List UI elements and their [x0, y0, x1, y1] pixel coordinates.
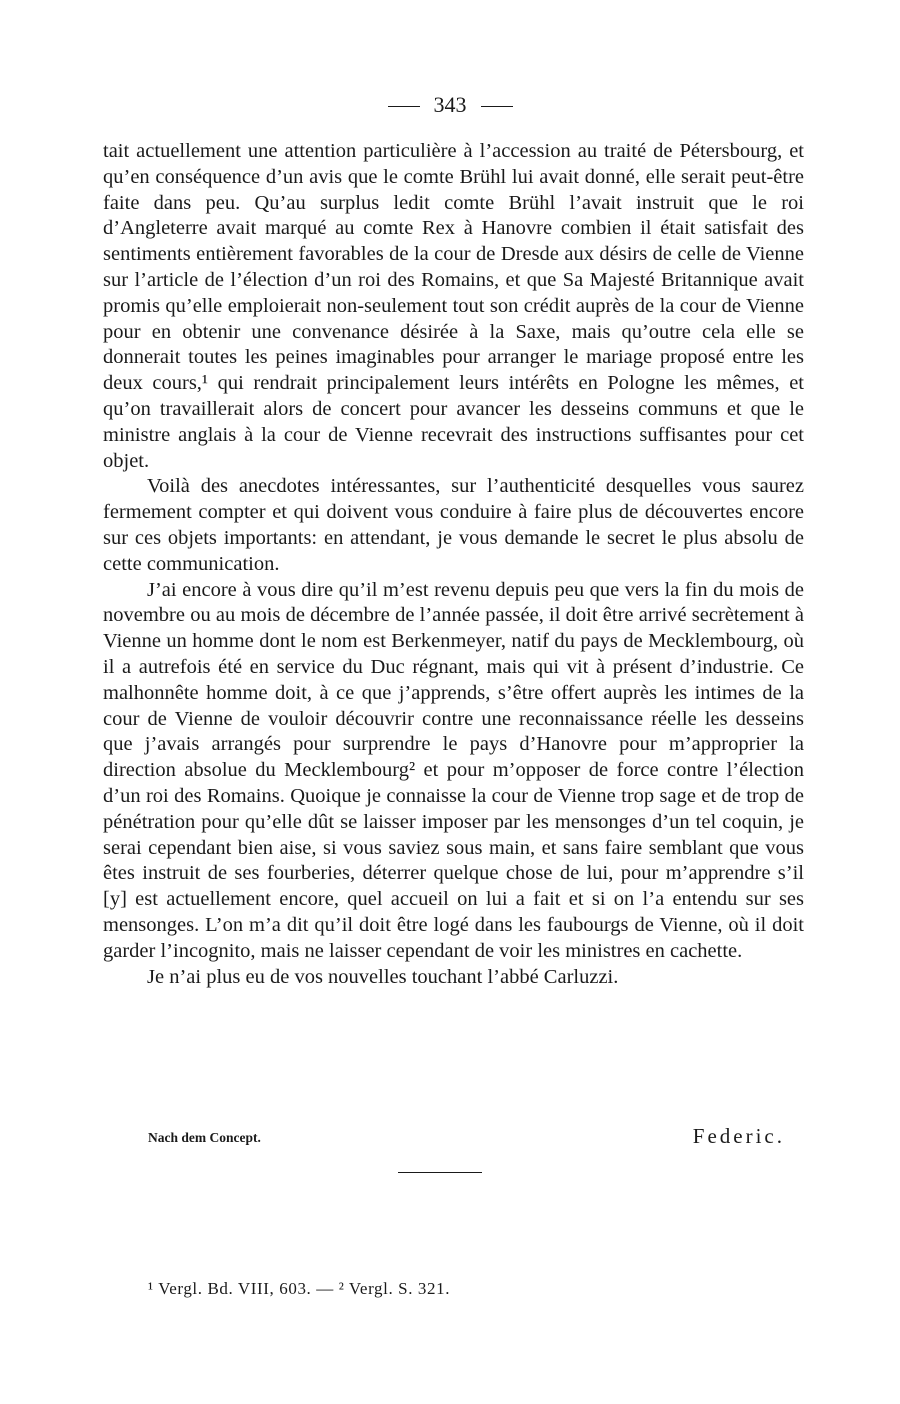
page-header	[0, 92, 900, 118]
paragraph-berkenmeyer: J’ai encore à vous dire qu’il m’est revenu depuis peu que vers la fin du mois de novembre ou au mois de décembre de l’année passée, il doit être arrivé secrètement à Vienne un homme dont le nom est Berkenmeyer, natif du pays de Mecklembourg, où il a autrefois été en service du Duc régnant, mais qui vit à présent d’industrie. Ce malhonnête homme doit, à ce que j’apprends, s’être offert auprès les intimes de la cour de Vienne de vouloir découvrir contre une reconnaissance réelle les desseins que j’avais arrangés pour surprendre le pays d’Hanovre pour m’approprier la direction absolue du Mecklembourg² et pour m’opposer de force contre l’élection d’un roi des Romains. Quoique je connaisse la cour de Vienne trop sage et de trop de pénétration pour qu’elle dût se laisser imposer par les mensonges d’un tel coquin, je serai cependant bien aise, si vous saviez sous main, et sans faire semblant que vous êtes instruit de ses fourberies, déterrer quelque chose de lui, pour m’apprendre s’il [y] est actuellement encore, quel accueil on lui a fait et si on l’a entendu sur ses mensonges. L’on m’a dit qu’il doit être logé dans les faubourgs de Vienne, où il doit garder l’incognito, mais ne laisser cependant de voir les ministres en cachette.	[103, 578, 804, 962]
signature-row	[103, 1124, 785, 1152]
letter-body	[103, 139, 804, 990]
signature: Federic.	[692, 1124, 785, 1148]
section-divider	[398, 1172, 482, 1173]
source-note: Nach dem Concept.	[148, 1130, 261, 1145]
page-number: 343	[433, 92, 467, 117]
paragraph-carluzzi: Je n’ai plus eu de vos nouvelles touchant l’abbé Carluzzi.	[147, 965, 619, 988]
paragraph-anecdotes: Voilà des anecdotes intéressantes, sur l’authenticité desquelles vous saurez fermement compter et qui doivent vous conduire à faire plus de découvertes encore sur ces objets importants: en attendant, je vous demande le secret le plus absolu de cette communication.	[103, 475, 804, 575]
header-dash-left	[388, 106, 420, 107]
footnotes: ¹ Vergl. Bd. VIII, 603. — ² Vergl. S. 321.	[148, 1279, 451, 1298]
paragraph-continuation: tait actuellement une attention particulière à l’accession au traité de Pétersbourg, et qu’en conséquence d’un avis que le comte Brühl lui avait donné, elle serait peut-être faite dans peu. Qu’au surplus ledit comte Brühl l’avait instruit que le roi d’Angleterre avait marqué au comte Rex à Hanovre combien il était satisfait des sentiments entièrement favorables de la cour de Dresde aux désirs de celle de Vienne sur l’article de l’élection d’un roi des Romains, et que Sa Majesté Britannique avait promis qu’elle emploierait non-seulement tout son crédit auprès de la cour de Vienne pour en obtenir une convenance désirée à la Saxe, mais qu’outre cela elle se donnerait toutes les peines imaginables pour arranger le mariage proposé entre les deux cours,¹ qui rendrait principalement leurs intérêts en Pologne les mêmes, et qu’on travaillerait alors de concert pour avancer les desseins communs et que le ministre anglais à la cour de Vienne recevrait des instructions suffisantes pour cet objet.	[103, 140, 804, 472]
header-dash-right	[481, 106, 513, 107]
